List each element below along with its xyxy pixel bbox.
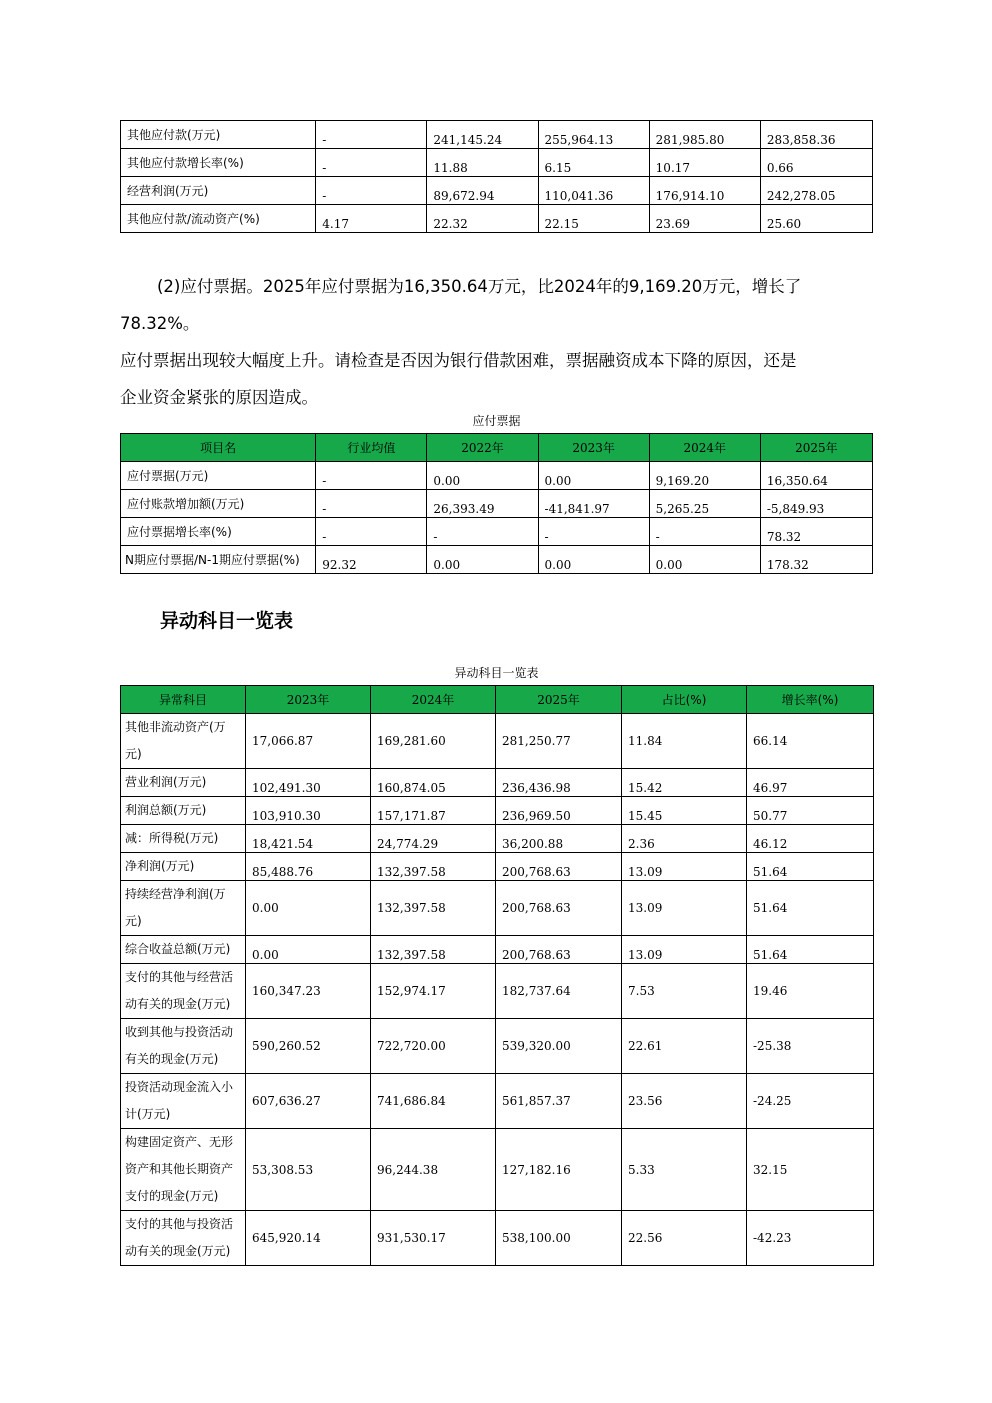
column-header: 2023年 xyxy=(538,434,649,462)
row-label: 其他应付款/流动资产(%) xyxy=(121,205,316,233)
cell: 0.66 xyxy=(760,149,872,177)
column-header: 增长率(%) xyxy=(747,686,874,714)
cell: 255,964.13 xyxy=(538,121,649,149)
cell: 15.42 xyxy=(622,769,747,797)
cell: 85,488.76 xyxy=(246,853,371,881)
table-row xyxy=(121,853,874,881)
row-label: 其他非流动资产(万元) xyxy=(121,714,246,769)
row-label: 收到其他与投资活动有关的现金(万元) xyxy=(121,1019,246,1074)
cell: 23.56 xyxy=(622,1074,747,1129)
cell: 23.69 xyxy=(649,205,760,233)
row-label: 利润总额(万元) xyxy=(121,797,246,825)
cell: 0.00 xyxy=(649,546,760,574)
cell: 4.17 xyxy=(316,205,427,233)
cell: 89,672.94 xyxy=(427,177,538,205)
table-row xyxy=(121,936,874,964)
table-row xyxy=(121,797,874,825)
cell: 169,281.60 xyxy=(371,714,496,769)
cell: 160,347.23 xyxy=(246,964,371,1019)
table-row xyxy=(121,177,873,205)
cell: 66.14 xyxy=(747,714,874,769)
table-row xyxy=(121,1074,874,1129)
cell: -5,849.93 xyxy=(760,490,872,518)
row-label: 应付票据增长率(%) xyxy=(121,518,316,546)
cell: - xyxy=(538,518,649,546)
cell: 2.36 xyxy=(622,825,747,853)
cell: 24,774.29 xyxy=(371,825,496,853)
cell: 22.15 xyxy=(538,205,649,233)
cell: 0.00 xyxy=(538,462,649,490)
table-row xyxy=(121,518,873,546)
notes-payable-table xyxy=(120,433,873,574)
column-header: 2025年 xyxy=(496,686,622,714)
row-label: 营业利润(万元) xyxy=(121,769,246,797)
table-row xyxy=(121,825,874,853)
cell: 176,914.10 xyxy=(649,177,760,205)
cell: -42.23 xyxy=(747,1211,874,1266)
column-header: 2024年 xyxy=(371,686,496,714)
cell: 26,393.49 xyxy=(427,490,538,518)
cell: 53,308.53 xyxy=(246,1129,371,1211)
cell: 46.12 xyxy=(747,825,874,853)
cell: - xyxy=(316,518,427,546)
column-header: 2022年 xyxy=(427,434,538,462)
table-row xyxy=(121,490,873,518)
cell: 281,250.77 xyxy=(496,714,622,769)
table-row xyxy=(121,205,873,233)
cell: 16,350.64 xyxy=(760,462,872,490)
table-header-row xyxy=(121,686,874,714)
table-row xyxy=(121,1019,874,1074)
cell: 103,910.30 xyxy=(246,797,371,825)
cell: 9,169.20 xyxy=(649,462,760,490)
paragraph-line: 企业资金紧张的原因造成。 xyxy=(120,388,318,407)
cell: 242,278.05 xyxy=(760,177,872,205)
cell: 241,145.24 xyxy=(427,121,538,149)
cell: 102,491.30 xyxy=(246,769,371,797)
cell: 7.53 xyxy=(622,964,747,1019)
cell: 0.00 xyxy=(246,881,371,936)
column-header: 异常科目 xyxy=(121,686,246,714)
cell: 0.00 xyxy=(427,546,538,574)
cell: - xyxy=(316,149,427,177)
cell: 607,636.27 xyxy=(246,1074,371,1129)
cell: 590,260.52 xyxy=(246,1019,371,1074)
cell: 182,737.64 xyxy=(496,964,622,1019)
row-label: 净利润(万元) xyxy=(121,853,246,881)
table-row xyxy=(121,1211,874,1266)
cell: 78.32 xyxy=(760,518,872,546)
cell: 36,200.88 xyxy=(496,825,622,853)
cell: 0.00 xyxy=(538,546,649,574)
row-label: N期应付票据/N-1期应付票据(%) xyxy=(121,546,316,574)
cell: 19.46 xyxy=(747,964,874,1019)
cell: 741,686.84 xyxy=(371,1074,496,1129)
cell: -24.25 xyxy=(747,1074,874,1129)
cell: 236,969.50 xyxy=(496,797,622,825)
cell: 561,857.37 xyxy=(496,1074,622,1129)
cell: 132,397.58 xyxy=(371,881,496,936)
cell: 645,920.14 xyxy=(246,1211,371,1266)
table-header-row xyxy=(121,434,873,462)
cell: 539,320.00 xyxy=(496,1019,622,1074)
row-label: 应付账款增加额(万元) xyxy=(121,490,316,518)
row-label: 应付票据(万元) xyxy=(121,462,316,490)
cell: 178.32 xyxy=(760,546,872,574)
cell: 132,397.58 xyxy=(371,853,496,881)
cell: 538,100.00 xyxy=(496,1211,622,1266)
cell: 236,436.98 xyxy=(496,769,622,797)
cell: 17,066.87 xyxy=(246,714,371,769)
cell: - xyxy=(649,518,760,546)
cell: 11.84 xyxy=(622,714,747,769)
table-row xyxy=(121,1129,874,1211)
row-label: 其他应付款增长率(%) xyxy=(121,149,316,177)
section-heading: 异动科目一览表 xyxy=(160,610,294,632)
cell: 283,858.36 xyxy=(760,121,872,149)
cell: 25.60 xyxy=(760,205,872,233)
cell: - xyxy=(316,462,427,490)
cell: 51.64 xyxy=(747,853,874,881)
cell: 722,720.00 xyxy=(371,1019,496,1074)
column-header: 行业均值 xyxy=(316,434,427,462)
column-header: 2024年 xyxy=(649,434,760,462)
cell: - xyxy=(316,490,427,518)
row-label: 支付的其他与投资活动有关的现金(万元) xyxy=(121,1211,246,1266)
cell: 32.15 xyxy=(747,1129,874,1211)
cell: 13.09 xyxy=(622,881,747,936)
row-label: 其他应付款(万元) xyxy=(121,121,316,149)
notes-payable-paragraph xyxy=(120,268,880,416)
cell: - xyxy=(316,121,427,149)
cell: 5.33 xyxy=(622,1129,747,1211)
row-label: 支付的其他与经营活动有关的现金(万元) xyxy=(121,964,246,1019)
table-row xyxy=(121,149,873,177)
paragraph-line: (2)应付票据。2025年应付票据为16,350.64万元，比2024年的9,169.20万元，增长了78.32%。 xyxy=(120,277,802,333)
cell: 5,265.25 xyxy=(649,490,760,518)
column-header: 占比(%) xyxy=(622,686,747,714)
table-caption: 异动科目一览表 xyxy=(454,666,539,680)
row-label: 综合收益总额(万元) xyxy=(121,936,246,964)
cell: - xyxy=(427,518,538,546)
row-label: 构建固定资产、无形资产和其他长期资产支付的现金(万元) xyxy=(121,1129,246,1211)
cell: 22.32 xyxy=(427,205,538,233)
cell: 92.32 xyxy=(316,546,427,574)
cell: 11.88 xyxy=(427,149,538,177)
cell: 96,244.38 xyxy=(371,1129,496,1211)
abnormal-items-table xyxy=(120,685,874,1266)
table-caption: 应付票据 xyxy=(472,414,521,428)
cell: 15.45 xyxy=(622,797,747,825)
cell: 13.09 xyxy=(622,853,747,881)
paragraph-line: 应付票据出现较大幅度上升。请检查是否因为银行借款困难，票据融资成本下降的原因，还是 xyxy=(120,351,797,370)
cell: 0.00 xyxy=(427,462,538,490)
cell: 13.09 xyxy=(622,936,747,964)
cell: 160,874.05 xyxy=(371,769,496,797)
cell: 18,421.54 xyxy=(246,825,371,853)
cell: 10.17 xyxy=(649,149,760,177)
cell: 152,974.17 xyxy=(371,964,496,1019)
cell: 22.61 xyxy=(622,1019,747,1074)
cell: - xyxy=(316,177,427,205)
cell: 281,985.80 xyxy=(649,121,760,149)
other-payables-table xyxy=(120,120,873,233)
cell: 0.00 xyxy=(246,936,371,964)
row-label: 经营利润(万元) xyxy=(121,177,316,205)
cell: -25.38 xyxy=(747,1019,874,1074)
cell: 200,768.63 xyxy=(496,853,622,881)
column-header: 项目名 xyxy=(121,434,316,462)
column-header: 2025年 xyxy=(760,434,872,462)
row-label: 持续经营净利润(万元) xyxy=(121,881,246,936)
table-row xyxy=(121,546,873,574)
table-row xyxy=(121,964,874,1019)
cell: 51.64 xyxy=(747,881,874,936)
cell: 51.64 xyxy=(747,936,874,964)
table-row xyxy=(121,769,874,797)
row-label: 减：所得税(万元) xyxy=(121,825,246,853)
table-row xyxy=(121,121,873,149)
cell: -41,841.97 xyxy=(538,490,649,518)
cell: 127,182.16 xyxy=(496,1129,622,1211)
cell: 50.77 xyxy=(747,797,874,825)
cell: 200,768.63 xyxy=(496,881,622,936)
table-row xyxy=(121,714,874,769)
cell: 110,041.36 xyxy=(538,177,649,205)
cell: 46.97 xyxy=(747,769,874,797)
cell: 200,768.63 xyxy=(496,936,622,964)
cell: 157,171.87 xyxy=(371,797,496,825)
cell: 132,397.58 xyxy=(371,936,496,964)
cell: 22.56 xyxy=(622,1211,747,1266)
column-header: 2023年 xyxy=(246,686,371,714)
cell: 931,530.17 xyxy=(371,1211,496,1266)
row-label: 投资活动现金流入小计(万元) xyxy=(121,1074,246,1129)
cell: 6.15 xyxy=(538,149,649,177)
table-row xyxy=(121,881,874,936)
table-row xyxy=(121,462,873,490)
